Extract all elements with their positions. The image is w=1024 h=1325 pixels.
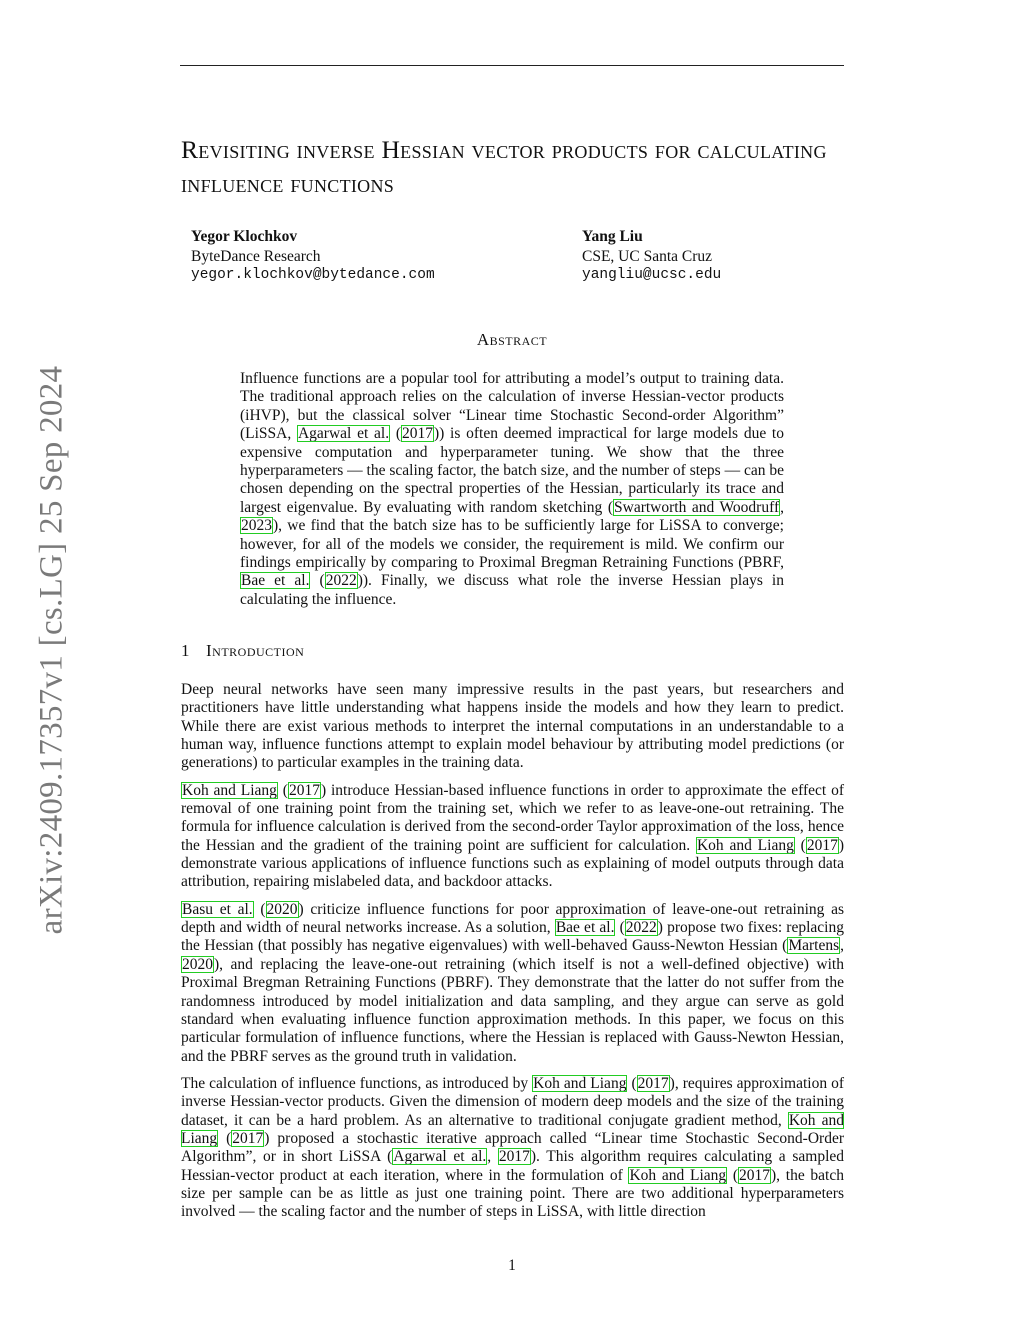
- top-rule: [180, 65, 844, 66]
- section-title: Introduction: [206, 641, 305, 660]
- paragraph: Basu et al. (2020) criticize influence functions for poor approximation of leave-one-out retraining as depth and width of neural networks increase. As a solution, Bae et al. (2022) propose two fixes: replacing the Hessian (that possibly has negative eigenvalues) with well-behaved Gauss-Newton Hessian (Martens, 2020), and replacing the leave-one-out retraining (which itself is not a well-defined objective) with Proximal Bregman Retraining Functions (PBRF). They demonstrate that the latter do not suffer from the randomness introduced by model initialization and data sampling, and they argue can serve as gold standard when evaluating influence function approximation methods. In this paper, we focus on this particular formulation of influence functions, where the Hessian is replaced with Gauss-Newton Hessian, and the PBRF serves as the ground truth in validation.: [181, 900, 845, 1065]
- section-number: 1: [181, 641, 190, 660]
- paragraph: The calculation of influence functions, as introduced by Koh and Liang (2017), requires approximation of inverse Hessian-vector products. Given the dimension of modern deep models and the size of the training dataset, it can be a hard problem. As an alternative to traditional conjugate gradient method, Koh and Liang (2017) proposed a stochastic iterative approach called “Linear time Stochastic Second-Order Algorithm”, or in short LiSSA (Agarwal et al., 2017). This algorithm requires calculating a sampled Hessian-vector product at each iteration, where in the formulation of Koh and Liang (2017), the batch size per sample can be as little as just one training point. There are two additional hyperparameters involved — the scaling factor and the number of steps in LiSSA, with little direction: [181, 1074, 845, 1221]
- introduction-body: [181, 681, 844, 1231]
- citation-link[interactable]: 2023: [241, 517, 272, 535]
- abstract-heading: Abstract: [476, 330, 548, 349]
- abstract-text: Influence functions are a popular tool for attributing a model’s output to training data. The traditional approach relies on the calculation of inverse Hessian-vector products (iHVP), but the classical solver “Linear time Stochastic Second-order Algorithm” (LiSSA, Agarwal et al. (2017)) is often deemed impractical for large models due to expensive computation and hyperparameter tuning. We show that the three hyperparameters — the scaling factor, the batch size, and the number of steps — can be chosen depending on the spectral properties of the Hessian, particularly its trace and largest eigenvalue. By evaluating with random sketching (Swartworth and Woodruff, 2023), we find that the batch size has to be sufficiently large for LiSSA to converge; however, for all of the models we consider, the requirement is mild. We confirm our findings empirically by comparing to Proximal Bregman Retraining Functions (PBRF, Bae et al. (2022)). Finally, we discuss what role the inverse Hessian plays in calculating the influence.: [240, 370, 784, 608]
- author-block: [191, 227, 435, 286]
- arxiv-identifier-stamp[interactable]: arXiv:2409.17357v1 [cs.LG] 25 Sep 2024: [33, 365, 70, 935]
- citation-link[interactable]: 2022: [325, 572, 357, 590]
- citation-link[interactable]: Koh and Liang: [181, 1111, 844, 1147]
- citation-link[interactable]: Swartworth and Woodruff: [614, 498, 780, 516]
- citation-link[interactable]: Koh and Liang: [533, 1074, 627, 1092]
- author-affiliation: ByteDance Research: [191, 247, 321, 265]
- citation-link[interactable]: 2017: [806, 836, 838, 854]
- citation-link[interactable]: Koh and Liang: [182, 781, 277, 799]
- citation-link[interactable]: Martens: [788, 937, 840, 955]
- citation-link[interactable]: 2017: [498, 1148, 530, 1166]
- citation-link[interactable]: 2017: [637, 1074, 669, 1092]
- citation-link[interactable]: Agarwal et al.: [297, 425, 390, 443]
- citation-link[interactable]: 2017: [232, 1129, 264, 1147]
- citation-link[interactable]: Bae et al.: [555, 919, 615, 937]
- citation-link[interactable]: 2017: [739, 1166, 771, 1184]
- author-email[interactable]: yangliu@ucsc.edu: [582, 267, 722, 283]
- citation-link[interactable]: 2020: [182, 955, 213, 973]
- author-email[interactable]: yegor.klochkov@bytedance.com: [191, 267, 435, 283]
- citation-link[interactable]: Agarwal et al.: [393, 1148, 487, 1166]
- citation-link[interactable]: 2017: [401, 425, 433, 443]
- paragraph: Koh and Liang (2017) introduce Hessian-based influence functions in order to approximate the effect of removal of one training point from the training set, which we refer to as leave-one-out retraining. The formula for influence calculation is derived from the second-order Taylor approximation of the loss, hence the Hessian and the gradient of the training point are sufficient for calculation. Koh and Liang (2017) demonstrate various applications of influence functions such as explaining of model outputs through data attribution, repairing mislabeled data, and backdoor attacks.: [181, 781, 844, 891]
- page-number: 1: [508, 1257, 516, 1274]
- author-block: [582, 227, 721, 286]
- author-affiliation: CSE, UC Santa Cruz: [582, 247, 713, 265]
- author-name: Yegor Klochkov: [191, 228, 298, 245]
- paragraph: Deep neural networks have seen many impressive results in the past years, but researchers and practitioners have little understanding what happens inside the models and how they learn to predict. While there are exist various methods to interpret the internal computations in an understandable to a human way, influence functions attempt to explain model behaviour by attributing model predictions (or generations) to particular examples in the training data.: [181, 681, 844, 772]
- citation-link[interactable]: 2017: [288, 781, 320, 799]
- citation-link[interactable]: Koh and Liang: [629, 1166, 727, 1184]
- citation-link[interactable]: Basu et al.: [182, 900, 253, 918]
- citation-link[interactable]: Koh and Liang: [696, 836, 794, 854]
- citation-link[interactable]: 2022: [625, 919, 657, 937]
- citation-link[interactable]: 2020: [266, 900, 298, 918]
- citation-link[interactable]: Bae et al.: [241, 572, 310, 590]
- paper-title: Revisiting inverse Hessian vector products for calculating influence functions: [181, 135, 827, 198]
- section-heading-introduction: [181, 641, 304, 661]
- author-name: Yang Liu: [582, 228, 643, 245]
